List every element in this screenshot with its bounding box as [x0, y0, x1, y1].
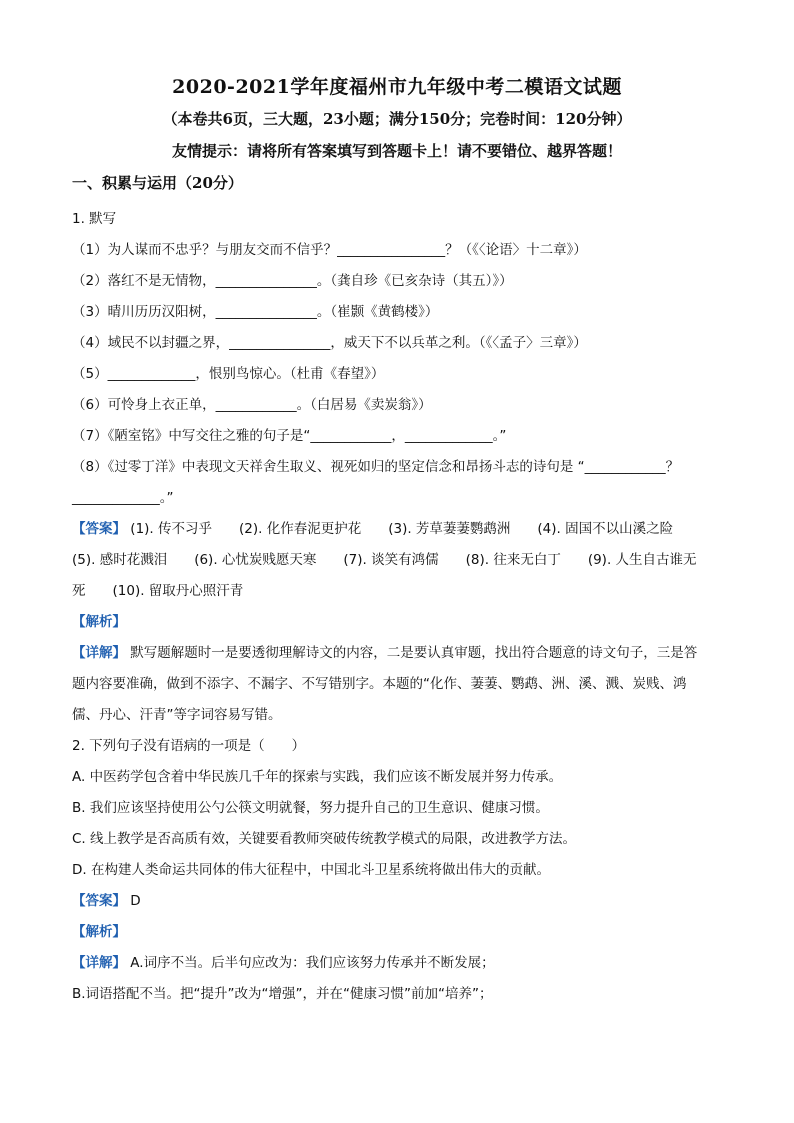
question-1-item: _____________。” — [72, 490, 174, 506]
page-title: 2020-2021学年度福州市九年级中考二模语文试题 — [172, 76, 622, 98]
question-1-item: （4）域民不以封疆之界，_______________，威天下不以兵革之利。（《〈孟子〉三章》） — [72, 335, 587, 351]
question-1-item: （6）可怜身上衣正单，____________。（白居易《卖炭翁》） — [72, 397, 432, 413]
question-1-item: （5）_____________，恨别鸟惊心。（杜甫《春望》） — [72, 366, 385, 382]
option-c: C. 线上教学是否高质有效，关键要看教师突破传统教学模式的局限，改进教学方法。 — [72, 831, 577, 847]
detail-text: 默写题解题时一是要透彻理解诗文的内容，二是要认真审题，找出符合题意的诗文句子，三是答 — [130, 645, 698, 661]
question-2-title: 2. 下列句子没有语病的一项是（ ） — [72, 738, 306, 754]
detail-row — [72, 641, 722, 661]
answer-tag: 【答案】 — [72, 893, 126, 909]
detail-continued: B.词语搭配不当。把“提升”改为“增强”，并在“健康习惯”前加“培养”； — [72, 986, 493, 1002]
question-1-item: （1）为人谋而不忠乎？与朋友交而不信乎？________________？（《〈论语〉十二章》） — [72, 242, 587, 258]
section-heading: 一、积累与运用（20分） — [72, 174, 243, 192]
detail-continued: 题内容要准确，做到不添字、不漏字、不写错别字。本题的“化作、萋萋、鹦鹉、洲、溪、溅、炭贱、鸿 — [72, 676, 687, 692]
answer-tag: 【答案】 — [72, 521, 126, 537]
question-1-title: 1. 默写 — [72, 211, 117, 227]
answer-text: (1). 传不习乎 (2). 化作春泥更护花 (3). 芳草萋萋鹦鹉洲 (4). 固国不以山溪之险 — [130, 521, 674, 537]
answer-text: D — [130, 893, 141, 909]
option-b: B. 我们应该坚持使用公勺公筷文明就餐，努力提升自己的卫生意识、健康习惯。 — [72, 800, 549, 816]
detail-row — [72, 951, 722, 971]
question-1-item: （2）落红不是无情物，_______________。（龚自珍《已亥杂诗（其五）》） — [72, 273, 513, 289]
detail-tag: 【详解】 — [72, 955, 126, 971]
answer-row — [72, 517, 722, 537]
detail-continued: 儒、丹心、汗青”等字词容易写错。 — [72, 707, 282, 723]
friendly-notice: 友情提示：请将所有答案填写到答题卡上！请不要错位、越界答题！ — [171, 142, 622, 160]
analysis-tag: 【解析】 — [72, 614, 126, 630]
exam-info: （本卷共6页，三大题，23小题；满分150分；完卷时间：120分钟） — [162, 110, 632, 128]
detail-text: A.词序不当。后半句应改为：我们应该努力传承并不断发展； — [130, 955, 495, 971]
question-1-item: （8）《过零丁洋》中表现文天祥舍生取义、视死如归的坚定信念和昂扬斗志的诗句是 “____________？ — [72, 459, 680, 475]
analysis-tag: 【解析】 — [72, 924, 126, 940]
question-1-item: （3）晴川历历汉阳树，_______________。（崔颢《黄鹤楼》） — [72, 304, 439, 320]
answer-row — [72, 889, 722, 909]
detail-tag: 【详解】 — [72, 645, 126, 661]
answer-continued: 死 (10). 留取丹心照汗青 — [72, 583, 244, 599]
option-a: A. 中医药学包含着中华民族几千年的探索与实践，我们应该不断发展并努力传承。 — [72, 769, 563, 785]
question-1-item: （7）《陋室铭》中写交往之雅的句子是“____________，_____________。” — [72, 428, 507, 444]
answer-continued: (5). 感时花溅泪 (6). 心忧炭贱愿天寒 (7). 谈笑有鸿儒 (8). 往来无白丁 (9). 人生自古谁无 — [72, 552, 697, 568]
option-d: D. 在构建人类命运共同体的伟大征程中，中国北斗卫星系统将做出伟大的贡献。 — [72, 862, 550, 878]
